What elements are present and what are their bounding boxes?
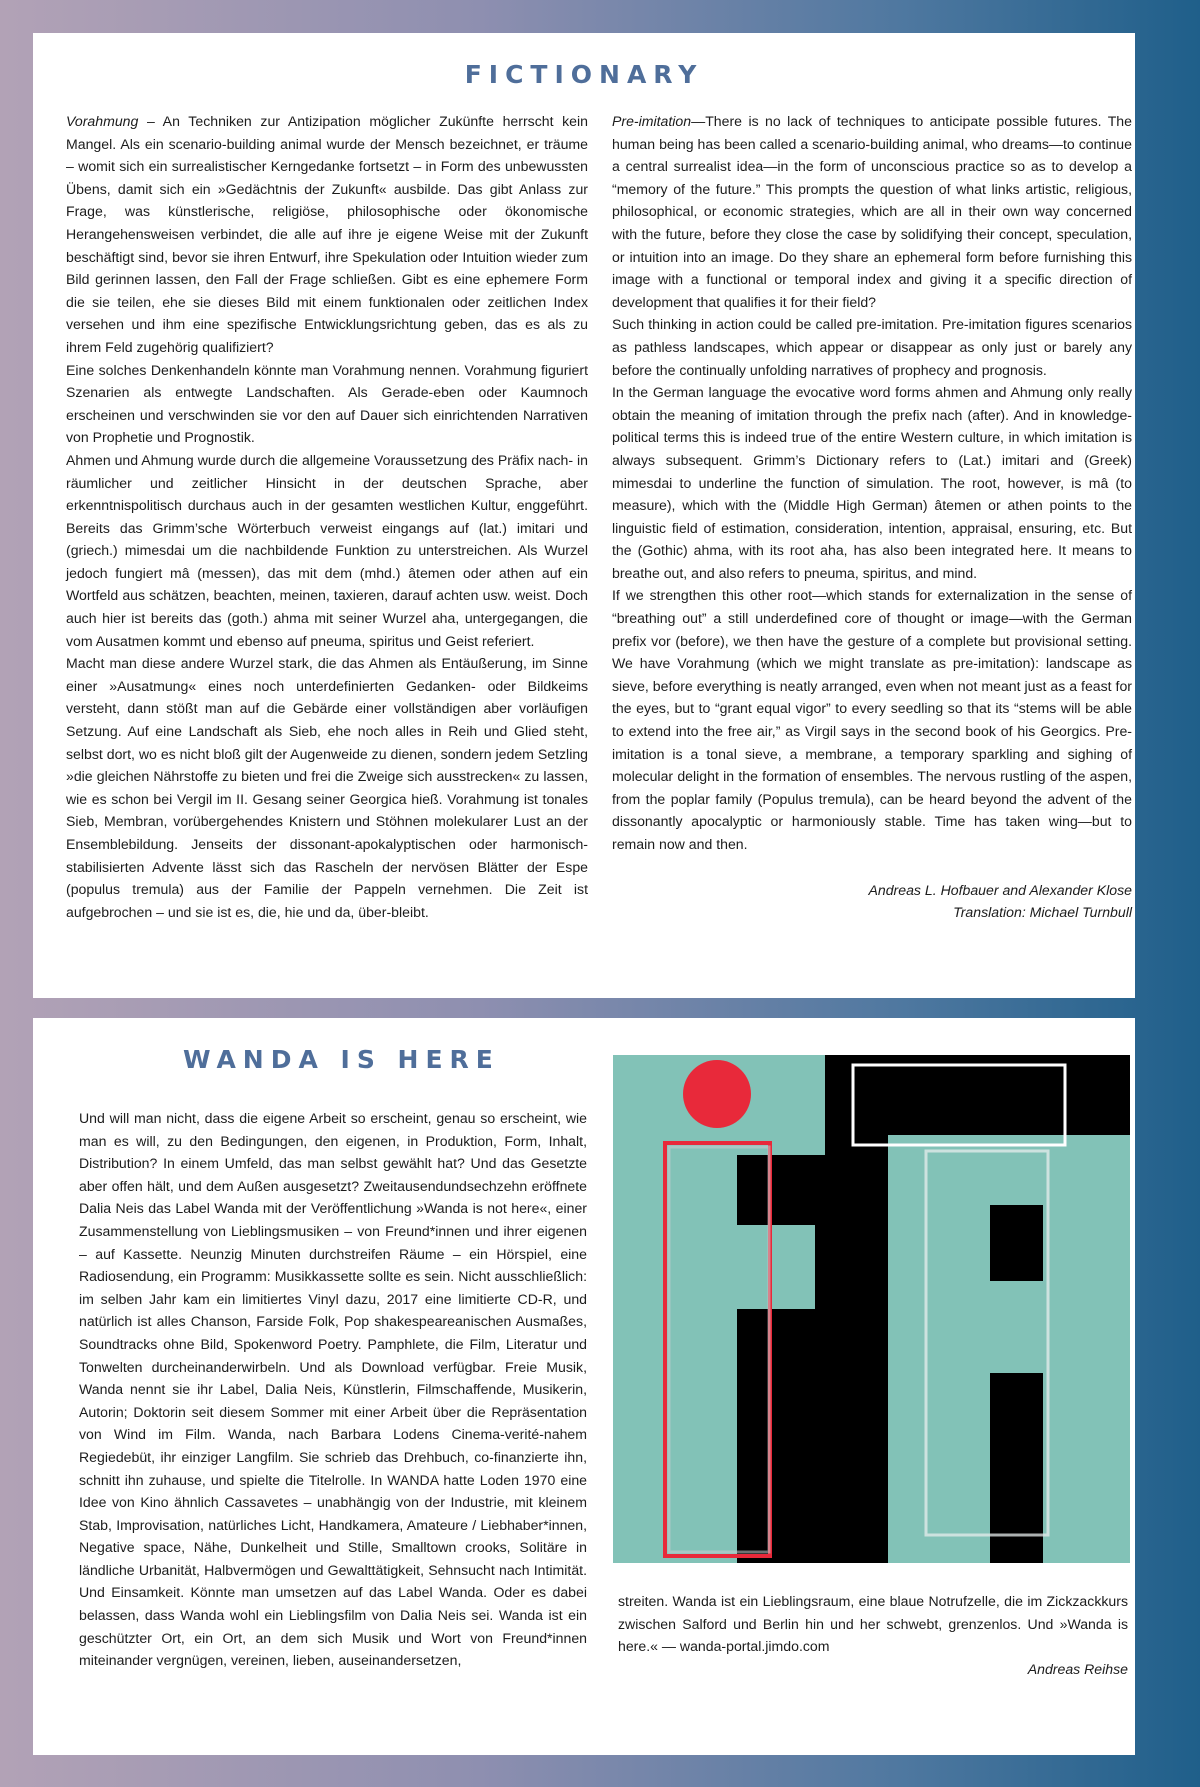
- red-circle: [683, 1060, 751, 1128]
- translation-credit: Translation: Michael Turnbull: [953, 904, 1132, 921]
- letter-h-upper-gap: [990, 1205, 1043, 1281]
- authors-credit: Andreas L. Hofbauer and Alexander Klose: [868, 881, 1132, 898]
- english-column: [612, 110, 1132, 924]
- german-paragraph-4: Macht man diese andere Wurzel stark, die das Ahmen als Entäußerung, im Sinne einer »Ausatmung« eines noch unterdefinierten Gedanken- oder Bildkeims versteht, dann stößt man auf die Gebärde einer vollständigen aber vorläufigen Setzung. Auf eine Landschaft als Sieb, ehe noch alles in Reih und Glied steht, selbst dort, wo es nicht bloß gilt der Augenweide zu dienen, sondern jedem Setzling »die gleichen Nährstoffe zu bieten und frei die Zweige sich ausstrecken« zu lassen, wie es schon bei Vergil im II. Gesang seiner Georgica hieß. Vorahmung ist tonales Sieb, Membran, vorübergehendes Knistern und Stöhnen molekularer Lust an der Ensemblebildung. Jenseits der dissonant-apokalyptischen oder harmonisch-stabilisierten Advente lässt sich das Rascheln der nervösen Blätter der Espe (populus tremula) aus der Familie der Pappeln vernehmen. Die Zeit ist aufgebrochen – und sie ist es, die, hie und da, über-bleibt.: [66, 655, 588, 920]
- english-paragraph-2: Such thinking in action could be called pre-imitation. Pre-imitation figures scenarios as pathless landscapes, which appear or disappear as only just or barely any before the continually unfolding narratives of prophecy and prognosis.: [612, 316, 1132, 378]
- english-paragraph-3: In the German language the evocative word forms ahmen and Ahmung only really obtain the meaning of imitation through the prefix nach (after). And in knowledge-political terms this is indeed true of the entire Western culture, in which imitation is always subsequent. Grimm’s Dictionary refers to (Lat.) imitari and (Greek) mimesdai to underline the function of simulation. The root, however, is mâ (to measure), which with the (Middle High German) âtemen or athen points to the linguistic field of estimation, consideration, intention, appraisal, ensuring, etc. But the (Gothic) ahma, with its root aha, has also been integrated here. It means to breathe out, and also refers to pneuma, spiritus, and mind.: [612, 384, 1132, 581]
- fictionary-title: FICTIONARY: [464, 60, 704, 89]
- english-paragraph-4: If we strengthen this other root—which stands for externalization in the sense of “breathing out” a still underdefined core of thought or image—with the German prefix vor (before), we then have the gesture of a complete but provisional setting. We have Vorahmung (which we might translate as pre-imitation): landscape as sieve, before everything is neatly arranged, even when not meant just as a feast for the eyes, but to “grant equal vigor” to every seedling so that its “stems will be able to extend into the free air,” as Virgil says in the second book of his Georgics. Pre-imitation is a tonal sieve, a membrane, a temporary sparkling and sighing of molecular delight in the formation of ensembles. The nervous rustling of the aspen, from the poplar family (Populus tremula), can be heard beyond the advent of the dissonantly apocalyptic or harmoniously stable. Time has taken wing—but to remain now and then.: [612, 587, 1132, 852]
- wanda-artwork-graphic: [613, 1055, 1130, 1563]
- wanda-panel: [33, 1018, 1135, 1755]
- english-paragraph-1: [612, 110, 1132, 313]
- wanda-body: Und will man nicht, dass die eigene Arbeit so erscheint, genau so erscheint, wie man es will, zu den Bedingungen, den eigenen, in Produktion, Form, Inhalt, Distribution? In einem Umfeld, das man selbst gewählt hat? Und das Gesetzte aber offen hält, und dem Außen ausgesetzt? Zweitausendundsechzehn eröffnete Dalia Neis das Label Wanda mit der Veröffentlichung »Wanda is not here«, einer Zusammenstellung von Lieblingsmusiken – von Freund*innen und ihrer eigenen – auf Kassette. Neunzig Minuten durchstreifen Räume – ein Hörspiel, eine Radiosendung, ein Programm: Musikkassette sollte es sein. Nicht ausschließlich: im selben Jahr kam ein limitiertes Vinyl dazu, 2017 eine limitierte CD-R, und natürlich ist alles Chanson, Farside Folk, Pop shakespeareanischen Ausmaßes, Soundtracks ohne Bild, Spokenword Poetry. Pamphlete, die Film, Literatur und Tonwelten durcheinanderwirbeln. Und als Download verfügbar. Freie Musik, Wanda nennt sie ihr Label, Dalia Neis, Künstlerin, Filmschaffende, Musikerin, Autorin; Doktorin seit diesem Sommer mit einer Arbeit über die Repräsentation von Wind im Film. Wanda, nach Barbara Lodens Cinema-verité-nahem Regiedebüt, ihr einziger Langfilm. Sie schrieb das Drehbuch, co-finanzierte ihn, schnitt ihn zuhause, und spielte die Titelrolle. In WANDA hatte Loden 1970 eine Idee von Kino ähnlich Cassavetes – unabhängig von der Industrie, mit kleinem Stab, Improvisation, natürliches Licht, Handkamera, Amateure / Liebhaber*innen, Negative space, Nähe, Dunkelheit und Stille, Smalltown crooks, Solitäre in ländliche Urbanität, Halbvermögen und Gewalttätigkeit, Sehnsucht nach Intimität. Und Einsamkeit. Könnte man umsetzen auf das Label Wanda. Oder es dabei belassen, dass Wanda wohl ein Lieblingsfilm von Dalia Neis sei. Wanda ist ein geschützter Ort, ein Ort, an dem sich Musik und Wort von Freund*innen miteinander vergnügen, vereinen, lieben, auseinandersetzen,: [79, 1110, 587, 1669]
- german-paragraph-1: [66, 110, 588, 359]
- german-column: [66, 110, 588, 923]
- german-paragraph-1-text: – An Techniken zur Antizipation möglicher Zukünfte herrscht kein Mangel. Als ein scenario-building animal wurde der Mensch bezeichnet, er träume – womit sich ein surrealistischer Kerngedanke fortsetzt – in Form des unbewussten Übens, damit sich ein »Gedächtnis der Zukunft« ausbilde. Das gibt Anlass zur Frage, was künstlerische, religiöse, philosophische oder ökonomische Herangehensweisen verbindet, die alle auf ihre je eigene Weise mit der Zukunft beschäftigt sind, bevor sie ihren Entwurf, ihre Spekulation oder Intuition wieder zum Bild gerinnen lassen, den Fall der Frage schließen. Gibt es eine ephemere Form die sie teilen, ehe sie dieses Bild mit einem funktionalen oder zeitlichen Index versehen und ihm eine spezifische Entwicklungsrichtung geben, das es als zu ihrem Feld zugehörig qualifiziert?: [66, 113, 588, 355]
- wanda-body-column: [79, 1107, 587, 1672]
- english-first-word: Pre-imitation: [612, 113, 692, 129]
- german-first-word: Vorahmung: [66, 113, 139, 129]
- english-paragraph-1-text: —There is no lack of techniques to anticipate possible futures. The human being has been called a scenario-building animal, who dreams—to continue a central surrealist idea—in the form of unconscious practice so as to develop a “memory of the future.” This prompts the question of what links artistic, religious, philosophical, or economic strategies, which are all in their own way concerned with the future, before they close the case by solidifying their concept, speculation, or intuition into an image. Do they share an ephemeral form before furnishing this image with a functional or temporal index and giving it a specific direction of development that qualifies it for their field?: [612, 113, 1132, 310]
- fictionary-panel: [33, 33, 1135, 998]
- wanda-continuation-column: [618, 1590, 1128, 1680]
- german-paragraph-2: Eine solches Denkenhandeln könnte man Vorahmung nennen. Vorahmung figuriert Szenarien als entwegte Landschaften. Als Gerade-eben oder Kaumnoch erscheinen und verschwinden sie vor den auf Dauer sich einrichtenden Narrativen von Prophetie und Prognostik.: [66, 361, 588, 446]
- wanda-author: Andreas Reihse: [1027, 1660, 1128, 1677]
- letter-h-crossbar: [888, 1281, 1130, 1373]
- wanda-artwork: [613, 1055, 1130, 1563]
- german-paragraph-3: Ahmen und Ahmung wurde durch die allgemeine Voraussetzung des Präfix nach- in räumlicher und zeitlicher Hinsicht in der deutschen Sprache, aber erkenntnispolitisch durchaus auch in der gesamten westlichen Kultur, enggeführt. Bereits das Grimm’sche Wörterbuch verweist eingangs auf (lat.) imitari und (griech.) mimesdai um die nachbildende Funktion zu unterstreichen. Als Wurzel jedoch fungiert mâ (messen), das mit dem (mhd.) âtemen oder athen auf ein Wortfeld aus schätzen, beachten, meinen, taxieren, darauf achten usw. weist. Doch auch hier ist bereits das (goth.) ahma mit seiner Wurzel aha, untergegangen, die vom Ausatmen kommt und ebenso auf pneuma, spiritus und Geist referiert.: [66, 451, 588, 649]
- wanda-title: WANDA IS HERE: [183, 1045, 500, 1074]
- letter-f-middle-bar: [613, 1225, 815, 1309]
- wanda-continuation: streiten. Wanda ist ein Lieblingsraum, eine blaue Notrufzelle, die im Zickzackkurs zwischen Salford und Berlin hin und her schwebt, grenzenlos. Und »Wanda is here.« — wanda-portal.jimdo.com: [618, 1593, 1128, 1655]
